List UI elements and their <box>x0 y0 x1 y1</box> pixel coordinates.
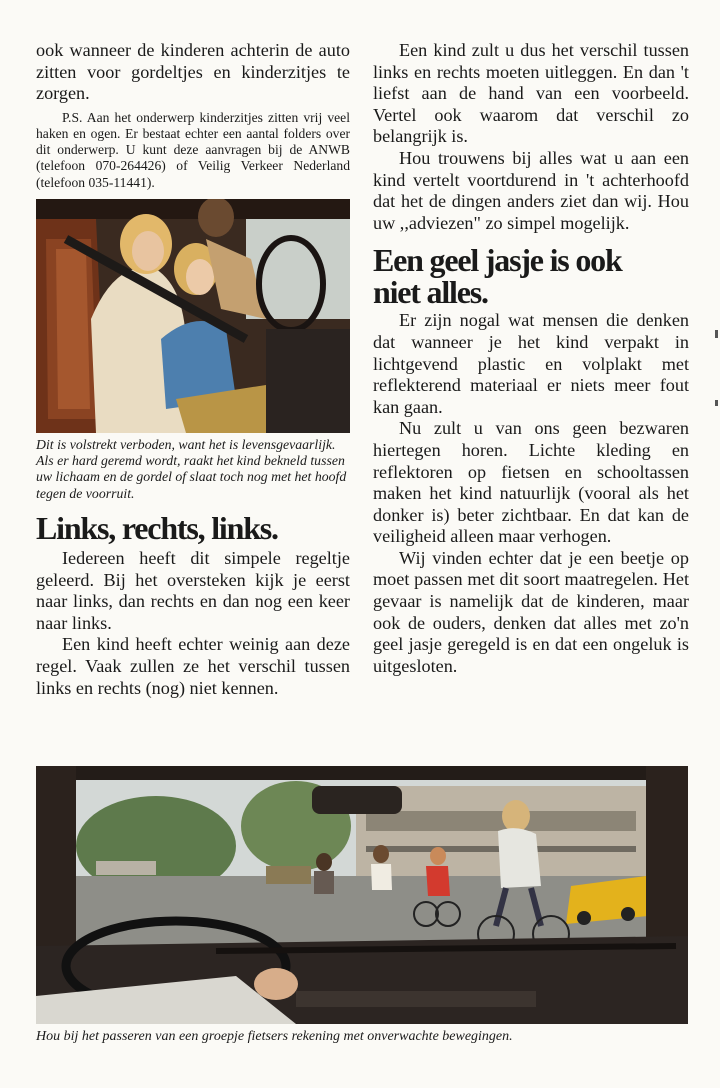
paragraph: Hou trouwens bij alles wat u aan een kind vertelt voortdurend in 't achterhoofd dat het de dingen anders ziet dan wij. Hou uw ,,adviezen" zo simpel mogelijk. <box>373 147 689 233</box>
page-edge-mark <box>715 330 718 338</box>
paragraph: Iedereen heeft dit simpele regeltje geleerd. Bij het oversteken kijk je eerst naar links, dan rechts en dan nog een keer naar links. <box>36 547 350 633</box>
heading-line: niet alles. <box>373 274 488 311</box>
ps-note: P.S. Aan het onderwerp kinderzitjes zitten vrij veel haken en ogen. Er bestaat echter een aantal folders over dit onderwerp. U kunt deze aanvragen bij de ANWB (telefoon 070-264426) of Veilig Verkeer Nederland (telefoon 035-11441). <box>36 109 350 190</box>
left-column <box>36 40 350 699</box>
paragraph: Wij vinden echter dat je een beetje op moet passen met dit soort maatregelen. Het gevaar is namelijk dat de kinderen, maar ook de ouders, denken dat alles met zo'n geel jasje geregeld is en dat een ongeluk is uitgesloten. <box>373 547 689 676</box>
car-interior-photo <box>36 199 350 433</box>
page-edge-mark <box>715 400 718 406</box>
paragraph: Een kind zult u dus het verschil tussen links en rechts moeten uitleggen. En dan 't liefst aan de hand van een voorbeeld. Vertel ook waarom dat verschil zo belangrijk is. <box>373 40 689 147</box>
paragraph: Een kind heeft echter weinig aan deze regel. Vaak zullen ze het verschil tussen links en rechts (nog) niet kennen. <box>36 634 350 698</box>
paragraph: Nu zult u van ons geen bezwaren hiertegen horen. Lichte kleding en reflektoren op fietsen en schooltassen maken het kind natuurlijk (vooral als het donker is) beter zichtbaar. En dat kan de veiligheid alleen maar verhogen. <box>373 418 689 547</box>
car-interior-illustration <box>36 199 350 433</box>
section-heading-geel-jasje <box>373 242 689 311</box>
intro-paragraph: ook wanneer de kinderen achterin de auto zitten voor gordeltjes en kinderzitjes te zorgen. <box>36 40 350 104</box>
photo-caption: Dit is volstrekt verboden, want het is levensgevaarlijk. Als er hard geremd wordt, raakt het kind bekneld tussen uw lichaam en de gordel of slaat toch nog met het hoofd tegen de voorruit. <box>36 436 347 501</box>
heading-line: Een geel jasje is ook <box>373 242 622 279</box>
cyclists-photo <box>36 766 688 1024</box>
paragraph: Er zijn nogal wat mensen die denken dat wanneer je het kind verpakt in lichtgevend plastic en volplakt met reflekterend materiaal er niets meer fout kan gaan. <box>373 310 689 417</box>
cyclists-illustration <box>36 766 688 1024</box>
bottom-photo-caption: Hou bij het passeren van een groepje fietsers rekening met onverwachte bewegingen. <box>36 1029 513 1044</box>
right-column <box>373 40 689 677</box>
section-heading-links-rechts: Links, rechts, links. <box>36 509 278 546</box>
